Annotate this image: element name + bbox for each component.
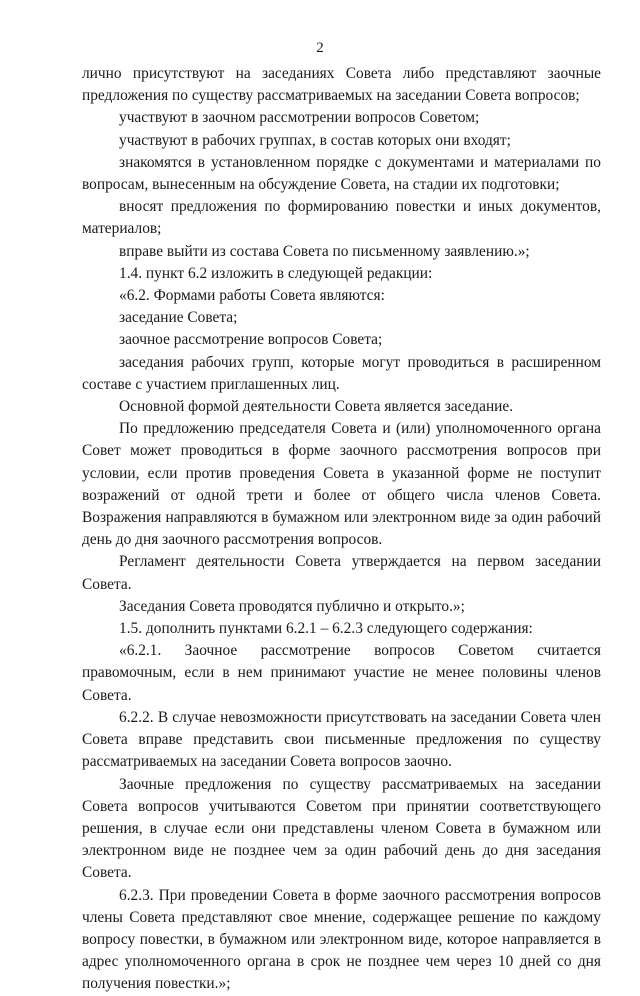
paragraph: «6.2.1. Заочное рассмотрение вопросов Советом считается правомочным, если в нем принимают участие не менее половины членов Совета. (82, 642, 601, 704)
paragraph: заседание Совета; (119, 309, 238, 327)
paragraph: 1.4. пункт 6.2 изложить в следующей редакции: (119, 264, 433, 282)
paragraph: Заочные предложения по существу рассматриваемых на заседании Совета вопросов учитываются Советом при принятии соответствующего решения, в случае если они представлены членом Совета в бумажном или электронном виде не позднее чем за один рабочий день до дня заседания Совета. (82, 775, 601, 882)
paragraph: 6.2.3. При проведении Совета в форме заочного рассмотрения вопросов члены Совета представляют свое мнение, содержащее решение по каждому вопросу повестки, в бумажном или электронном виде, которое направляется в адрес уполномоченного органа в срок не позднее чем через 10 дней со дня получения повестки.»; (82, 886, 601, 993)
paragraph: знакомятся в установленном порядке с документами и материалами по вопросам, вынесенным на обсуждение Совета, на стадии их подготовки; (82, 153, 601, 194)
paragraph: 1.5. дополнить пунктами 6.2.1 – 6.2.3 следующего содержания: (119, 620, 533, 638)
paragraph: Регламент деятельности Совета утверждается на первом заседании Совета. (82, 553, 601, 593)
paragraph: заочное рассмотрение вопросов Совета; (119, 331, 383, 349)
paragraph: По предложению председателя Совета и (или) уполномоченного органа Совет может проводиться в форме заочного рассмотрения вопросов при условии, если против проведения Совета в указанной форме не поступит возражений от одной трети и более от общего числа членов Совета. Возражения направляются в бумажном или электронном виде за один рабочий день до дня заочного рассмотрения вопросов. (82, 420, 601, 549)
document-body (82, 63, 601, 996)
paragraph: заседания рабочих групп, которые могут проводиться в расширенном составе с участием приглашенных лиц. (82, 353, 601, 393)
page-number: 2 (316, 40, 324, 56)
paragraph: лично присутствуют на заседаниях Совета либо представляют заочные предложения по существу рассматриваемых на заседании Совета вопросов; (82, 65, 601, 105)
paragraph: 6.2.2. В случае невозможности присутствовать на заседании Совета член Совета вправе представить свои письменные предложения по существу рассматриваемых на заседании Совета вопросов заочно. (82, 708, 601, 771)
paragraph: участвуют в рабочих группах, в состав которых они входят; (119, 131, 511, 149)
paragraph: Основной формой деятельности Совета является заседание. (119, 398, 514, 416)
paragraph: участвуют в заочном рассмотрении вопросов Советом; (119, 109, 480, 127)
paragraph: Заседания Совета проводятся публично и открыто.»; (119, 597, 465, 615)
paragraph: вправе выйти из состава Совета по письменному заявлению.»; (119, 242, 530, 260)
paragraph: вносят предложения по формированию повестки и иных документов, материалов; (82, 198, 601, 238)
paragraph: «6.2. Формами работы Совета являются: (119, 287, 385, 305)
